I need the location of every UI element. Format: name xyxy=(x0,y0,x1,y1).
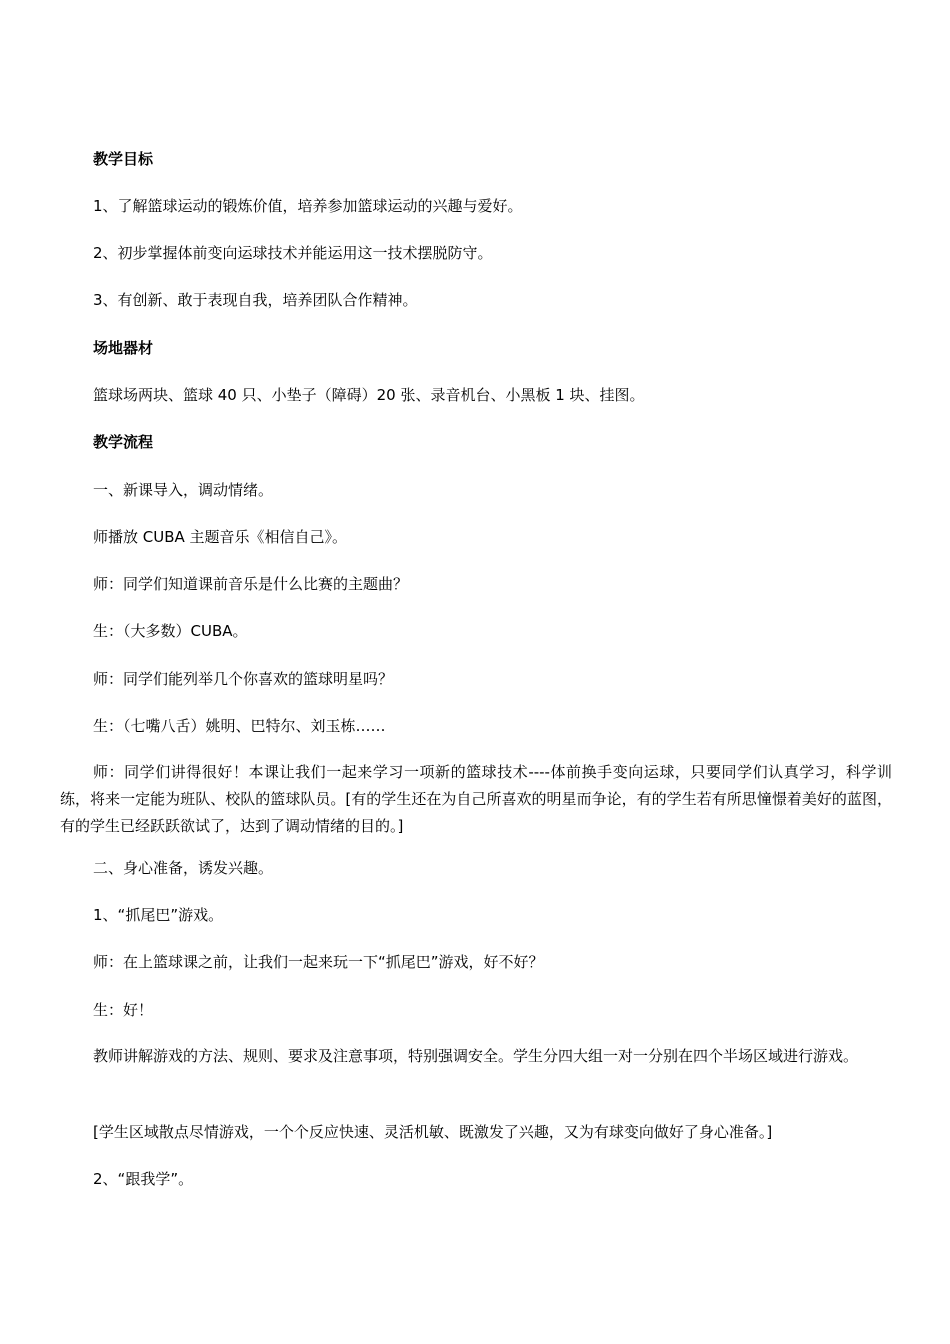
dialogue-line: 生：好！ xyxy=(93,1001,154,1019)
heading-teaching-process: 教学流程 xyxy=(93,433,154,451)
dialogue-line: 师：同学们知道课前音乐是什么比赛的主题曲？ xyxy=(93,575,409,593)
game1-title: 1、“抓尾巴”游戏。 xyxy=(93,906,224,924)
goal-item-2: 2、初步掌握体前变向运球技术并能运用这一技术摆脱防守。 xyxy=(93,244,493,262)
heading-equipment: 场地器材 xyxy=(93,339,154,357)
part2-note: [学生区域散点尽情游戏，一个个反应快速、灵活机敏、既激发了兴趣，又为有球变向做好了身心准备。] xyxy=(93,1123,773,1141)
part1-paragraph: 师：同学们讲得很好！本课让我们一起来学习一项新的篮球技术----体前换手变向运球，只要同学们认真学习，科学训练，将来一定能为班队、校队的篮球队员。[有的学生还在为自己所喜欢的明星而争论，有的学生若有所思憧憬着美好的蓝图，有的学生已经跃跃欲试了，达到了调动情绪的目的。] xyxy=(60,763,892,835)
dialogue-line: 生：（大多数）CUBA。 xyxy=(93,622,248,640)
dialogue-line: 生：（七嘴八舌）姚明、巴特尔、刘玉栋…… xyxy=(93,717,386,735)
goal-item-1: 1、了解篮球运动的锻炼价值，培养参加篮球运动的兴趣与爱好。 xyxy=(93,197,523,215)
heading-teaching-goals: 教学目标 xyxy=(93,150,154,168)
goal-item-3: 3、有创新、敢于表现自我，培养团队合作精神。 xyxy=(93,291,418,309)
part1-title: 一、新课导入，调动情绪。 xyxy=(93,481,274,499)
part2-title: 二、身心准备，诱发兴趣。 xyxy=(93,859,274,877)
part2-paragraph: 教师讲解游戏的方法、规则、要求及注意事项，特别强调安全。学生分四大组一对一分别在四个半场区域进行游戏。 xyxy=(93,1047,859,1065)
game2-title: 2、“跟我学”。 xyxy=(93,1170,194,1188)
dialogue-line: 师：在上篮球课之前，让我们一起来玩一下“抓尾巴”游戏，好不好？ xyxy=(93,953,544,971)
equipment-text: 篮球场两块、篮球 40 只、小垫子（障碍）20 张、录音机台、小黑板 1 块、挂图。 xyxy=(93,386,645,404)
dialogue-line: 师：同学们能列举几个你喜欢的篮球明星吗？ xyxy=(93,670,394,688)
dialogue-line: 师播放 CUBA 主题音乐《相信自己》。 xyxy=(93,528,348,546)
